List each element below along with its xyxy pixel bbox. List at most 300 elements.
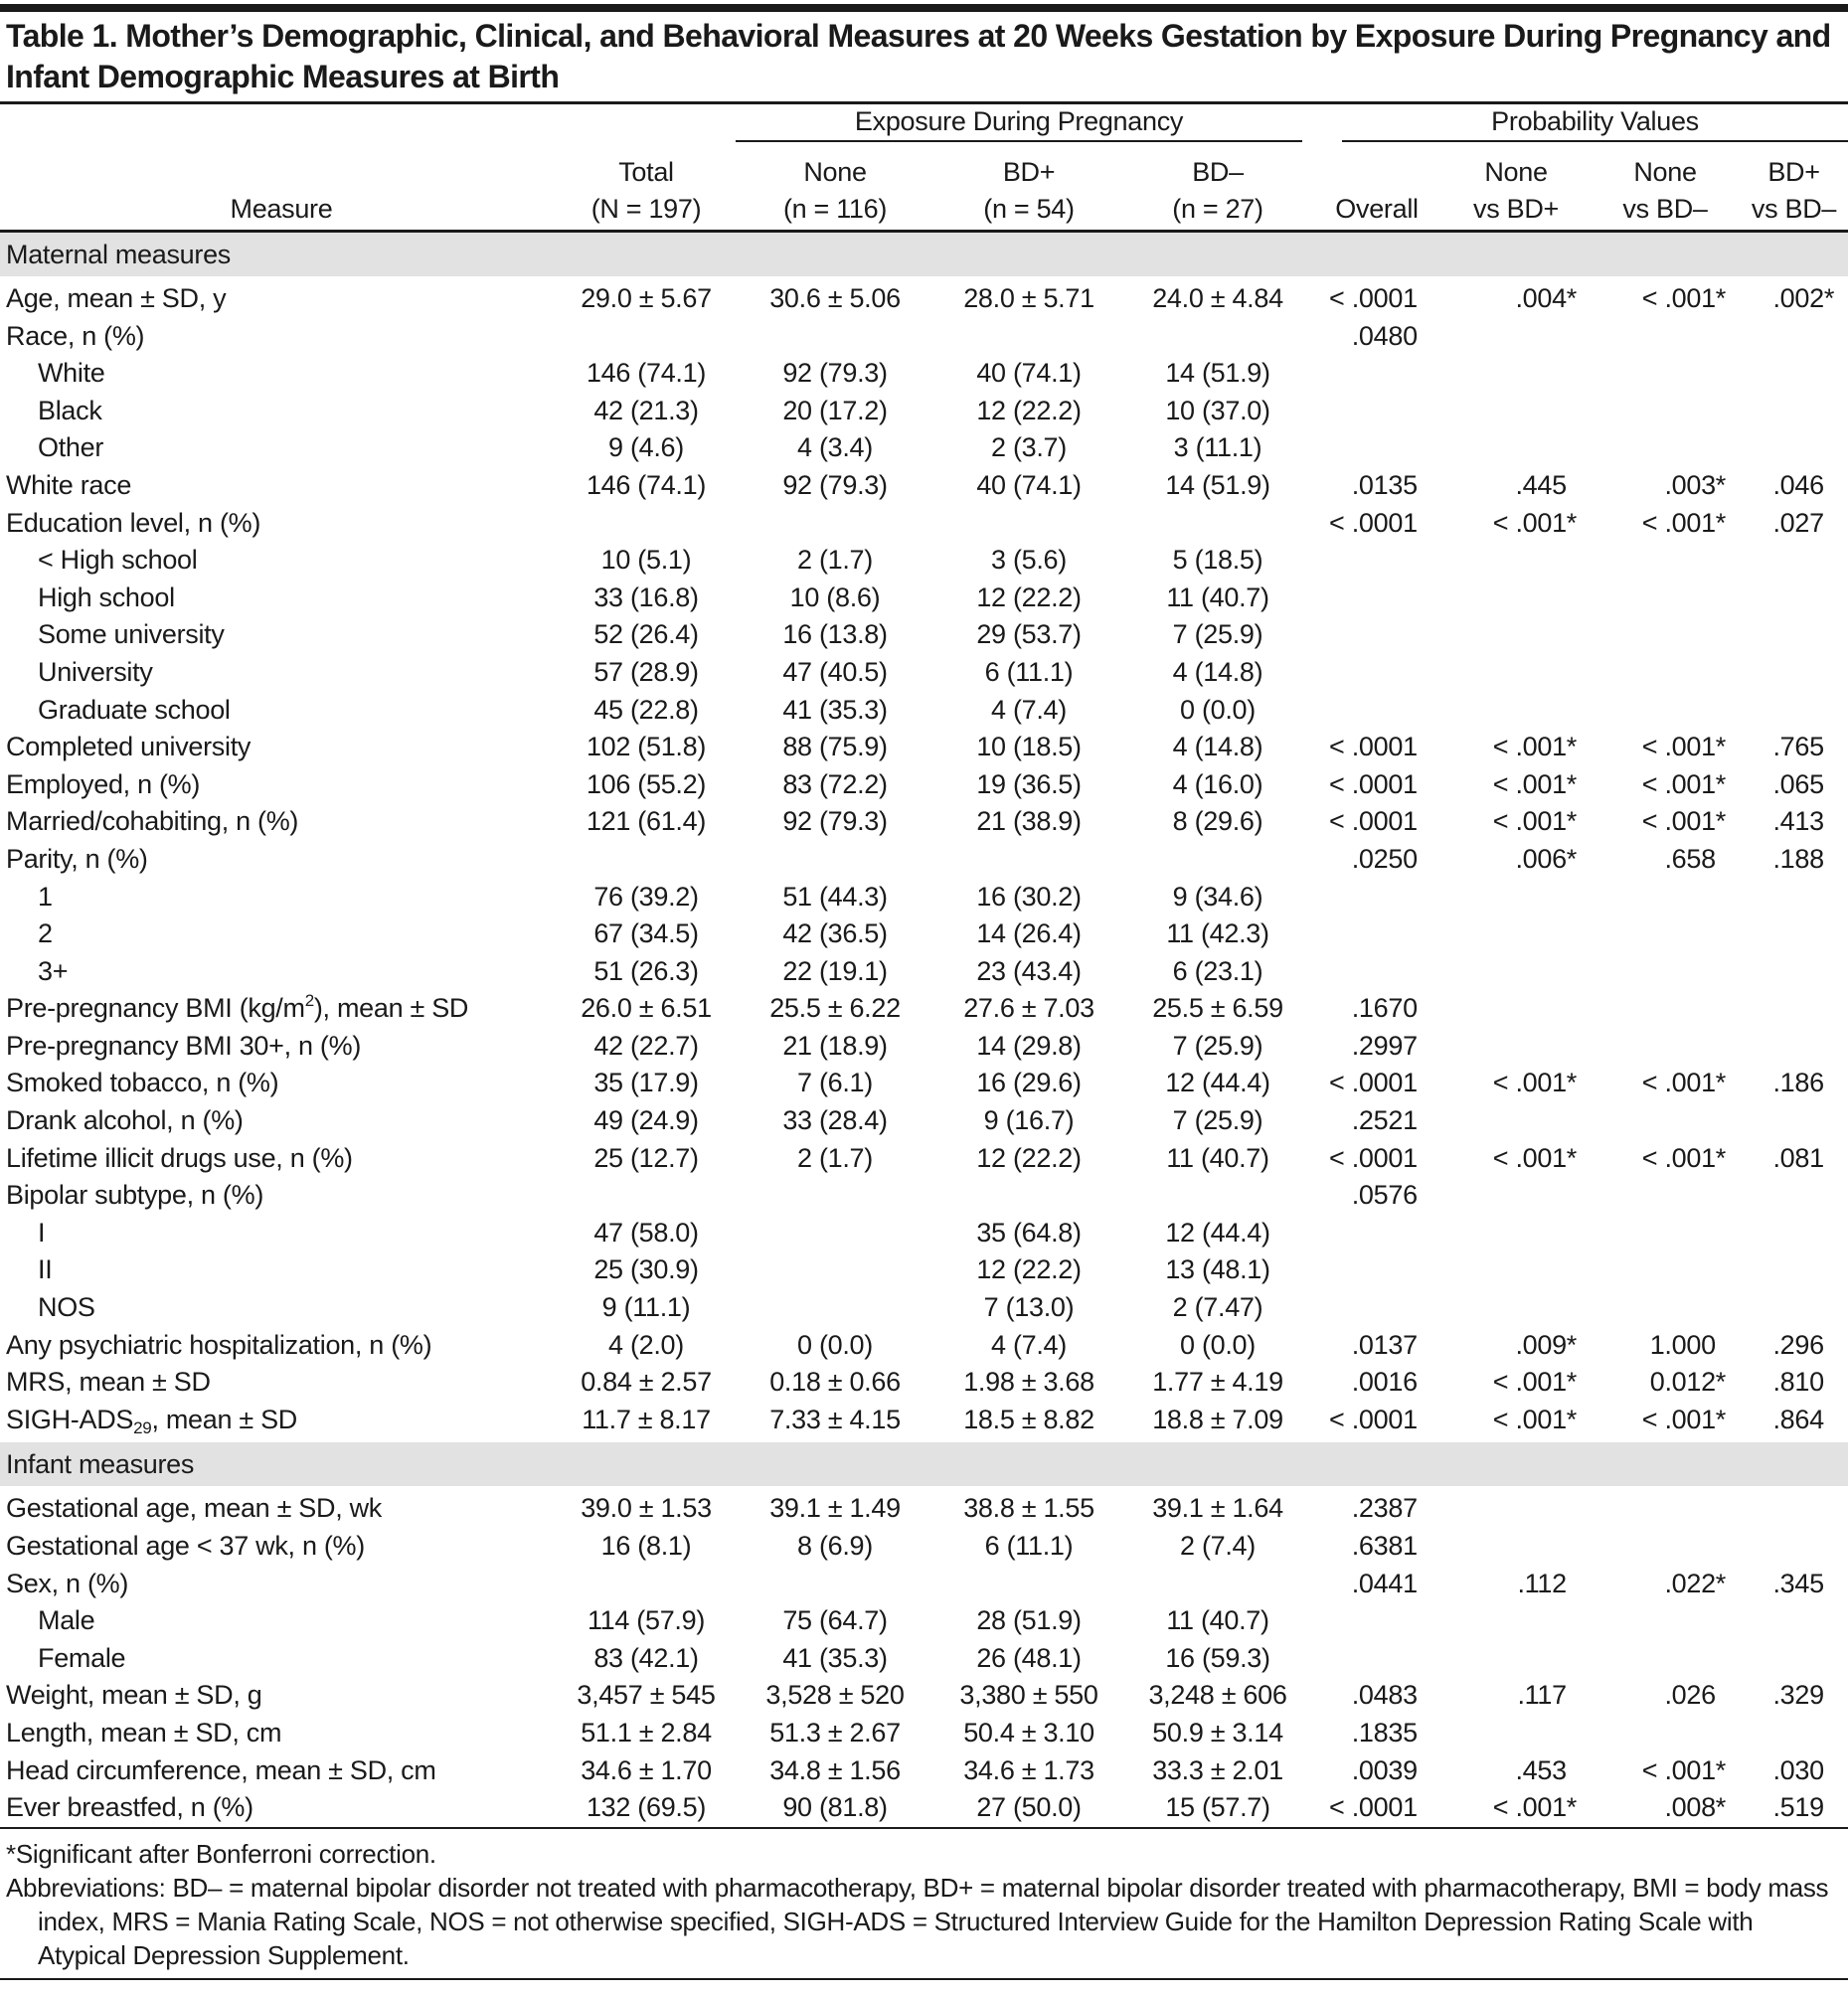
p-value-cell	[1312, 1715, 1441, 1752]
p-value: .864	[1772, 1404, 1824, 1434]
value-cell: 8 (6.9)	[797, 1531, 873, 1561]
p-value-cell	[1740, 355, 1848, 393]
value-cell: 0.18 ± 0.66	[769, 1367, 901, 1398]
p-value-cell	[1441, 1364, 1591, 1402]
p-value-cell	[1312, 879, 1441, 916]
value-cell: 7.33 ± 4.15	[769, 1404, 901, 1434]
p-value-cell	[1312, 841, 1441, 879]
value-cell: 6 (11.1)	[984, 1531, 1074, 1561]
p-value: < .001*	[1641, 1404, 1727, 1434]
column-header	[1312, 146, 1441, 232]
footer-rule	[0, 1978, 1848, 1980]
value-cell: 16 (30.2)	[976, 881, 1082, 912]
measure-cell	[0, 505, 557, 543]
p-value-cell	[1312, 280, 1441, 318]
table-row	[0, 580, 1848, 617]
p-value-cell	[1312, 729, 1441, 766]
value-cell: 4 (16.0)	[1172, 768, 1263, 799]
p-value-cell	[1740, 1602, 1848, 1640]
value-cell	[934, 1177, 1123, 1215]
p-value-cell	[1740, 1102, 1848, 1140]
measure-label: Age, mean ± SD, y	[6, 283, 227, 313]
p-value-cell	[1740, 1177, 1848, 1215]
table-row	[0, 953, 1848, 991]
p-value: .1670	[1351, 993, 1418, 1024]
p-value: < .0001	[1329, 1404, 1418, 1434]
p-value-cell	[1591, 1566, 1740, 1603]
measure-cell	[0, 766, 557, 804]
value-cell: 2 (7.4)	[1180, 1531, 1256, 1561]
column-header	[1441, 146, 1591, 232]
section-label: Infant measures	[0, 1442, 1848, 1486]
measure-label: SIGH-ADS	[6, 1404, 134, 1434]
value-cell	[1123, 1566, 1312, 1603]
value-cell: 4 (2.0)	[608, 1329, 684, 1360]
p-value-cell	[1441, 1177, 1591, 1215]
column-header-line1: BD+	[1767, 157, 1820, 187]
value-cell: 1.77 ± 4.19	[1152, 1367, 1283, 1398]
measure-label: I	[38, 1217, 46, 1248]
p-value-cell	[1591, 280, 1740, 318]
value-cell: 50.4 ± 3.10	[963, 1717, 1094, 1748]
p-value: < .001*	[1492, 1142, 1578, 1173]
p-value: .0250	[1351, 843, 1418, 874]
p-value-cell	[1312, 1640, 1441, 1678]
p-value: .188	[1772, 843, 1824, 874]
p-value: < .001*	[1492, 732, 1578, 762]
p-value-cell	[1312, 1490, 1441, 1528]
p-value-cell	[1591, 916, 1740, 953]
p-value-cell	[1312, 803, 1441, 841]
p-value-cell	[1740, 1789, 1848, 1827]
p-value-cell	[1740, 1327, 1848, 1365]
p-value: .0039	[1351, 1754, 1418, 1785]
p-value: .003*	[1664, 469, 1727, 500]
measure-label: Female	[38, 1642, 126, 1673]
measure-label: Any psychiatric hospitalization, n (%)	[6, 1329, 432, 1360]
measure-cell	[0, 1177, 557, 1215]
value-cell	[1123, 505, 1312, 543]
column-header-line2: (n = 27)	[1172, 194, 1263, 224]
data-table	[0, 101, 1848, 1827]
p-value: < .0001	[1329, 1792, 1418, 1823]
p-value: .453	[1515, 1754, 1567, 1785]
measure-label: 2	[38, 918, 53, 949]
value-cell: 12 (22.2)	[976, 395, 1082, 425]
value-cell: 8 (29.6)	[1172, 806, 1263, 837]
column-header-line1: BD+	[1002, 157, 1056, 187]
measure-label: MRS, mean ± SD	[6, 1367, 211, 1398]
p-value-cell	[1740, 1289, 1848, 1327]
value-cell: 0 (0.0)	[797, 1329, 873, 1360]
p-value-cell	[1312, 1364, 1441, 1402]
measure-cell	[0, 542, 557, 580]
value-cell: 83 (42.1)	[593, 1642, 699, 1673]
table-row	[0, 879, 1848, 916]
p-value-cell	[1591, 1289, 1740, 1327]
measure-cell	[0, 692, 557, 730]
value-cell: 49 (24.9)	[593, 1105, 699, 1136]
value-cell: 3 (11.1)	[1173, 432, 1262, 463]
measure-cell	[0, 429, 557, 467]
p-value-cell	[1740, 1065, 1848, 1102]
value-cell: 114 (57.9)	[587, 1605, 706, 1636]
p-value: < .0001	[1329, 507, 1418, 538]
measure-label: Drank alcohol, n (%)	[6, 1105, 244, 1136]
measure-label: University	[38, 656, 153, 687]
p-value: .810	[1772, 1367, 1824, 1398]
value-cell: 28.0 ± 5.71	[963, 283, 1094, 313]
p-value: .345	[1772, 1568, 1824, 1598]
value-cell: 14 (51.9)	[1165, 358, 1270, 389]
p-value: .0135	[1351, 469, 1418, 500]
p-value-cell	[1740, 393, 1848, 430]
value-cell: 41 (35.3)	[782, 1642, 888, 1673]
measure-label: Education level, n (%)	[6, 507, 261, 538]
p-value: < .001*	[1492, 1367, 1578, 1398]
p-value-cell	[1441, 1752, 1591, 1790]
value-cell: 10 (8.6)	[789, 582, 881, 612]
p-value-cell	[1441, 803, 1591, 841]
p-value: .765	[1772, 732, 1824, 762]
p-value-cell	[1591, 990, 1740, 1028]
p-value-cell	[1591, 1402, 1740, 1439]
p-value-cell	[1312, 429, 1441, 467]
measure-cell	[0, 879, 557, 916]
p-value-cell	[1740, 803, 1848, 841]
value-cell: 26.0 ± 6.51	[581, 993, 712, 1024]
p-value-cell	[1740, 616, 1848, 654]
value-cell: 76 (39.2)	[593, 881, 699, 912]
value-cell: 92 (79.3)	[782, 469, 888, 500]
measure-cell	[0, 1102, 557, 1140]
value-cell: 18.5 ± 8.82	[963, 1404, 1094, 1434]
p-value-cell	[1740, 580, 1848, 617]
p-value-cell	[1591, 879, 1740, 916]
table-row	[0, 1028, 1848, 1066]
value-cell: 33 (28.4)	[782, 1105, 888, 1136]
p-value-cell	[1441, 1789, 1591, 1827]
p-value-cell	[1591, 542, 1740, 580]
p-value-cell	[1740, 1251, 1848, 1289]
value-cell: 2 (1.7)	[797, 1142, 873, 1173]
value-cell: 39.1 ± 1.49	[769, 1493, 901, 1524]
table-row	[0, 1752, 1848, 1790]
value-cell: 2 (1.7)	[797, 545, 873, 576]
p-value: .2997	[1351, 1030, 1418, 1061]
value-cell: 3,528 ± 520	[765, 1680, 905, 1711]
p-value-cell	[1441, 1566, 1591, 1603]
value-cell: 5 (18.5)	[1172, 545, 1263, 576]
p-value-cell	[1740, 916, 1848, 953]
value-cell: 67 (34.5)	[593, 918, 699, 949]
table-row	[0, 766, 1848, 804]
measure-cell	[0, 1065, 557, 1102]
p-value-cell	[1740, 1640, 1848, 1678]
p-value-cell	[1441, 1065, 1591, 1102]
measure-cell	[0, 1364, 557, 1402]
p-value-cell	[1312, 318, 1441, 356]
value-cell	[934, 841, 1123, 879]
measure-label: Black	[38, 395, 102, 425]
column-header-line1: Total	[618, 157, 674, 187]
value-cell: 42 (36.5)	[782, 918, 888, 949]
p-value-cell	[1591, 1640, 1740, 1678]
value-cell: 33 (16.8)	[593, 582, 699, 612]
table-row	[0, 355, 1848, 393]
p-value-cell	[1740, 318, 1848, 356]
value-cell: 146 (74.1)	[586, 358, 707, 389]
measure-label: Ever breastfed, n (%)	[6, 1792, 253, 1823]
p-value: < .001*	[1492, 806, 1578, 837]
value-cell: 15 (57.7)	[1165, 1792, 1270, 1823]
value-cell: 51 (44.3)	[782, 881, 888, 912]
value-cell: 10 (18.5)	[976, 732, 1082, 762]
column-header-line2: (n = 54)	[983, 194, 1075, 224]
measure-cell	[0, 318, 557, 356]
value-cell: 90 (81.8)	[782, 1792, 888, 1823]
measure-label: 1	[38, 881, 53, 912]
p-value-cell	[1740, 729, 1848, 766]
table-row	[0, 1789, 1848, 1827]
p-value: < .0001	[1329, 806, 1418, 837]
measure-cell	[0, 916, 557, 953]
value-cell: 18.8 ± 7.09	[1152, 1404, 1283, 1434]
value-cell	[736, 1251, 934, 1289]
value-cell: 16 (59.3)	[1165, 1642, 1270, 1673]
measure-label: White	[38, 358, 105, 389]
value-cell: 9 (4.6)	[608, 432, 684, 463]
value-cell: 1.98 ± 3.68	[963, 1367, 1094, 1398]
p-value-cell	[1591, 1140, 1740, 1178]
p-value-cell	[1740, 1140, 1848, 1178]
value-cell: 47 (58.0)	[593, 1217, 699, 1248]
measure-label: Some university	[38, 619, 225, 650]
column-header	[1123, 146, 1312, 232]
column-header-line1: None	[1633, 157, 1697, 187]
p-value-cell	[1740, 1402, 1848, 1439]
value-cell: 16 (13.8)	[782, 619, 888, 650]
p-value-cell	[1441, 1215, 1591, 1252]
p-value-cell	[1441, 580, 1591, 617]
value-cell: 35 (17.9)	[593, 1068, 699, 1098]
table-row	[0, 916, 1848, 953]
p-value-cell	[1591, 1715, 1740, 1752]
p-value-cell	[1312, 1177, 1441, 1215]
p-value-cell	[1740, 990, 1848, 1028]
value-cell: 9 (11.1)	[601, 1292, 691, 1323]
measure-cell	[0, 1602, 557, 1640]
measure-label: High school	[38, 582, 175, 612]
p-value-cell	[1740, 1215, 1848, 1252]
p-value-cell	[1312, 1677, 1441, 1715]
p-value-cell	[1312, 580, 1441, 617]
value-cell	[1123, 318, 1312, 356]
measure-label: < High school	[38, 545, 198, 576]
measure-subscript: 29	[133, 1417, 152, 1437]
p-value-cell	[1441, 1028, 1591, 1066]
p-value: .186	[1772, 1068, 1824, 1098]
value-cell	[736, 318, 934, 356]
value-cell: 42 (21.3)	[593, 395, 699, 425]
measure-cell	[0, 1528, 557, 1566]
value-cell	[934, 1566, 1123, 1603]
p-value: < .001*	[1641, 768, 1727, 799]
p-value-cell	[1740, 542, 1848, 580]
p-value-cell	[1740, 1490, 1848, 1528]
p-value: < .001*	[1641, 283, 1727, 313]
p-value-cell	[1591, 841, 1740, 879]
p-value-cell	[1441, 990, 1591, 1028]
p-value-cell	[1591, 692, 1740, 730]
measure-cell	[0, 1715, 557, 1752]
measure-cell	[0, 654, 557, 692]
p-value-cell	[1441, 1490, 1591, 1528]
group-header-exposure: Exposure During Pregnancy	[736, 103, 1312, 147]
table-row	[0, 1251, 1848, 1289]
measure-label: Graduate school	[38, 694, 231, 725]
value-cell: 51 (26.3)	[593, 955, 699, 986]
measure-label: Other	[38, 432, 104, 463]
p-value: 1.000	[1649, 1329, 1716, 1360]
p-value-cell	[1312, 692, 1441, 730]
p-value: .0483	[1351, 1680, 1418, 1711]
value-cell: 92 (79.3)	[782, 358, 888, 389]
column-header-line2: Overall	[1335, 194, 1419, 224]
value-cell: 52 (26.4)	[593, 619, 699, 650]
value-cell	[934, 318, 1123, 356]
p-value: .022*	[1664, 1568, 1727, 1598]
table-title: Table 1. Mother’s Demographic, Clinical, and Behavioral Measures at 20 Weeks Gestation by Exposure During Pregnancy and Infant Demographic Measures at Birth	[6, 18, 1831, 94]
value-cell	[557, 841, 736, 879]
table-row	[0, 1289, 1848, 1327]
value-cell: 0 (0.0)	[1180, 1329, 1256, 1360]
p-value-cell	[1312, 1102, 1441, 1140]
value-cell: 9 (34.6)	[1172, 881, 1263, 912]
value-cell: 11 (40.7)	[1166, 582, 1269, 612]
p-value: < .001*	[1492, 507, 1578, 538]
column-header-line1: None	[1484, 157, 1548, 187]
value-cell: 41 (35.3)	[782, 694, 888, 725]
p-value-cell	[1740, 879, 1848, 916]
p-value-cell	[1740, 1566, 1848, 1603]
value-cell: 26 (48.1)	[976, 1642, 1082, 1673]
p-value-cell	[1591, 1028, 1740, 1066]
value-cell: 34.6 ± 1.73	[963, 1754, 1094, 1785]
p-value: .0576	[1351, 1180, 1418, 1211]
value-cell: 11 (40.7)	[1166, 1142, 1269, 1173]
measure-label: Smoked tobacco, n (%)	[6, 1068, 279, 1098]
p-value-cell	[1591, 953, 1740, 991]
value-cell: 9 (16.7)	[983, 1105, 1075, 1136]
p-value-cell	[1591, 1752, 1740, 1790]
value-cell: 92 (79.3)	[782, 806, 888, 837]
value-cell	[1123, 1177, 1312, 1215]
table-row	[0, 429, 1848, 467]
column-header-line1: BD–	[1192, 157, 1244, 187]
p-value: .329	[1772, 1680, 1824, 1711]
p-value-cell	[1441, 1102, 1591, 1140]
p-value-cell	[1312, 654, 1441, 692]
measure-cell	[0, 953, 557, 991]
value-cell: 12 (44.4)	[1165, 1217, 1270, 1248]
value-cell: 50.9 ± 3.14	[1152, 1717, 1283, 1748]
value-cell: 83 (72.2)	[782, 768, 888, 799]
value-cell: 4 (3.4)	[797, 432, 873, 463]
p-value-cell	[1312, 1065, 1441, 1102]
value-cell: 39.1 ± 1.64	[1152, 1493, 1283, 1524]
value-cell	[1123, 841, 1312, 879]
measure-cell	[0, 841, 557, 879]
value-cell: 38.8 ± 1.55	[963, 1493, 1094, 1524]
measure-label: Bipolar subtype, n (%)	[6, 1180, 264, 1211]
measure-label: Married/cohabiting, n (%)	[6, 806, 299, 837]
value-cell: 7 (13.0)	[983, 1292, 1075, 1323]
value-cell: 12 (22.2)	[976, 582, 1082, 612]
section-label: Maternal measures	[0, 232, 1848, 277]
value-cell	[934, 505, 1123, 543]
value-cell: 11 (42.3)	[1166, 918, 1269, 949]
measure-cell	[0, 1028, 557, 1066]
measure-cell	[0, 580, 557, 617]
p-value: < .001*	[1492, 1068, 1578, 1098]
p-value: .002*	[1772, 283, 1835, 313]
p-value-cell	[1740, 429, 1848, 467]
p-value-cell	[1740, 1677, 1848, 1715]
value-cell: 14 (51.9)	[1165, 469, 1270, 500]
p-value-cell	[1312, 542, 1441, 580]
p-value-cell	[1312, 505, 1441, 543]
p-value: < .0001	[1329, 1142, 1418, 1173]
p-value-cell	[1312, 1402, 1441, 1439]
table-row	[0, 1102, 1848, 1140]
p-value-cell	[1591, 1528, 1740, 1566]
measure-cell	[0, 1752, 557, 1790]
p-value-cell	[1740, 1528, 1848, 1566]
p-value: .2521	[1351, 1105, 1418, 1136]
measure-cell	[0, 280, 557, 318]
value-cell: 30.6 ± 5.06	[769, 283, 901, 313]
table-row	[0, 1177, 1848, 1215]
p-value: .0441	[1351, 1568, 1418, 1598]
table-row	[0, 803, 1848, 841]
value-cell: 11 (40.7)	[1166, 1605, 1269, 1636]
value-cell: 35 (64.8)	[976, 1217, 1082, 1248]
value-cell	[736, 1177, 934, 1215]
p-value-cell	[1441, 467, 1591, 505]
p-value-cell	[1740, 841, 1848, 879]
value-cell: 25.5 ± 6.22	[769, 993, 901, 1024]
value-cell: 47 (40.5)	[782, 656, 888, 687]
p-value: .296	[1772, 1329, 1824, 1360]
p-value-cell	[1740, 1364, 1848, 1402]
measure-label: Employed, n (%)	[6, 768, 201, 799]
p-value-cell	[1591, 803, 1740, 841]
value-cell: 3 (5.6)	[991, 545, 1067, 576]
p-value-cell	[1441, 1677, 1591, 1715]
column-header-line2: (n = 116)	[782, 194, 888, 224]
value-cell: 27.6 ± 7.03	[963, 993, 1094, 1024]
table-row	[0, 1327, 1848, 1365]
value-cell	[557, 1566, 736, 1603]
measure-cell	[0, 1490, 557, 1528]
p-value-cell	[1441, 1715, 1591, 1752]
p-value-cell	[1441, 1327, 1591, 1365]
measure-label: Male	[38, 1605, 95, 1636]
measure-superscript: 2	[304, 991, 314, 1011]
value-cell: 27 (50.0)	[976, 1792, 1082, 1823]
p-value: .026	[1664, 1680, 1716, 1711]
